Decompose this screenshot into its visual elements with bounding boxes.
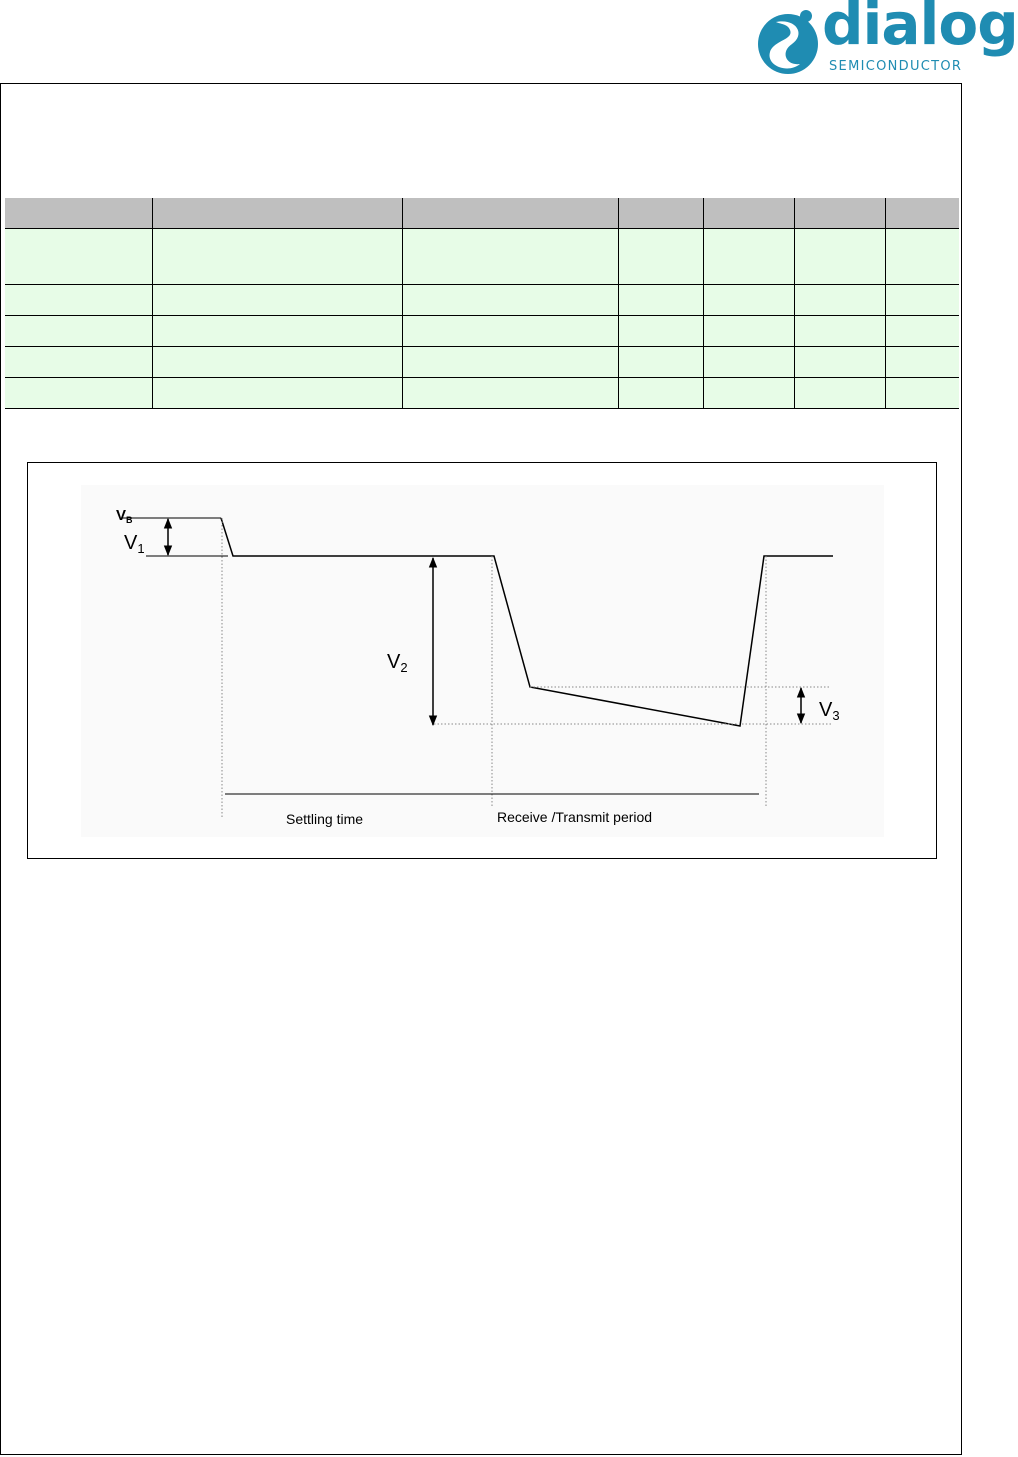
table-header-cell xyxy=(703,198,794,229)
table-cell xyxy=(618,347,703,378)
table-cell xyxy=(794,316,885,347)
table-cell xyxy=(885,347,959,378)
table-cell xyxy=(402,229,618,285)
table-cell xyxy=(885,316,959,347)
dialog-logo-icon xyxy=(752,0,822,80)
table-cell xyxy=(618,316,703,347)
logo-wordmark: dialog xyxy=(822,0,1018,58)
vb-label: $V_B$ xyxy=(116,507,133,525)
settling-time-label: Settling time xyxy=(286,811,364,827)
dialog-logo xyxy=(752,0,1018,80)
table-header-cell xyxy=(152,198,402,229)
table-cell xyxy=(152,229,402,285)
table-row xyxy=(5,378,959,409)
table-cell xyxy=(703,229,794,285)
table-cell xyxy=(5,378,152,409)
table-row xyxy=(5,285,959,316)
table-cell xyxy=(152,316,402,347)
table-cell xyxy=(703,347,794,378)
table-header-cell xyxy=(618,198,703,229)
table-cell xyxy=(618,285,703,316)
table-cell xyxy=(885,229,959,285)
logo-subtitle: SEMICONDUCTOR xyxy=(829,59,963,74)
receive-transmit-label: Receive /Transmit period xyxy=(497,809,653,825)
table-cell xyxy=(794,285,885,316)
table-cell xyxy=(402,285,618,316)
table-cell xyxy=(703,285,794,316)
table-cell xyxy=(402,347,618,378)
table-cell xyxy=(794,378,885,409)
table-cell xyxy=(5,229,152,285)
table-cell xyxy=(402,316,618,347)
table-cell xyxy=(794,229,885,285)
table-cell xyxy=(152,285,402,316)
table-cell xyxy=(885,378,959,409)
table-cell xyxy=(152,347,402,378)
v1-label: $V_1$ xyxy=(124,532,145,556)
table-header-row xyxy=(5,198,959,229)
table-row xyxy=(5,316,959,347)
table-cell xyxy=(618,378,703,409)
table-row xyxy=(5,229,959,285)
table-row xyxy=(5,347,959,378)
table-header-cell xyxy=(5,198,152,229)
table-cell xyxy=(5,316,152,347)
table-cell xyxy=(5,347,152,378)
table-header-cell xyxy=(885,198,959,229)
table-header-cell xyxy=(794,198,885,229)
table-header-cell xyxy=(402,198,618,229)
table-cell xyxy=(703,378,794,409)
table-cell xyxy=(794,347,885,378)
table-cell xyxy=(618,229,703,285)
spec-table xyxy=(5,198,959,409)
table-cell xyxy=(703,316,794,347)
table-cell xyxy=(152,378,402,409)
v2-label: $V_2$ xyxy=(387,651,408,675)
table-cell xyxy=(885,285,959,316)
v3-label: $V_3$ xyxy=(819,699,840,723)
table-cell xyxy=(402,378,618,409)
voltage-waveform-figure xyxy=(27,462,937,859)
table-cell xyxy=(5,285,152,316)
waveform-diagram xyxy=(28,463,938,860)
